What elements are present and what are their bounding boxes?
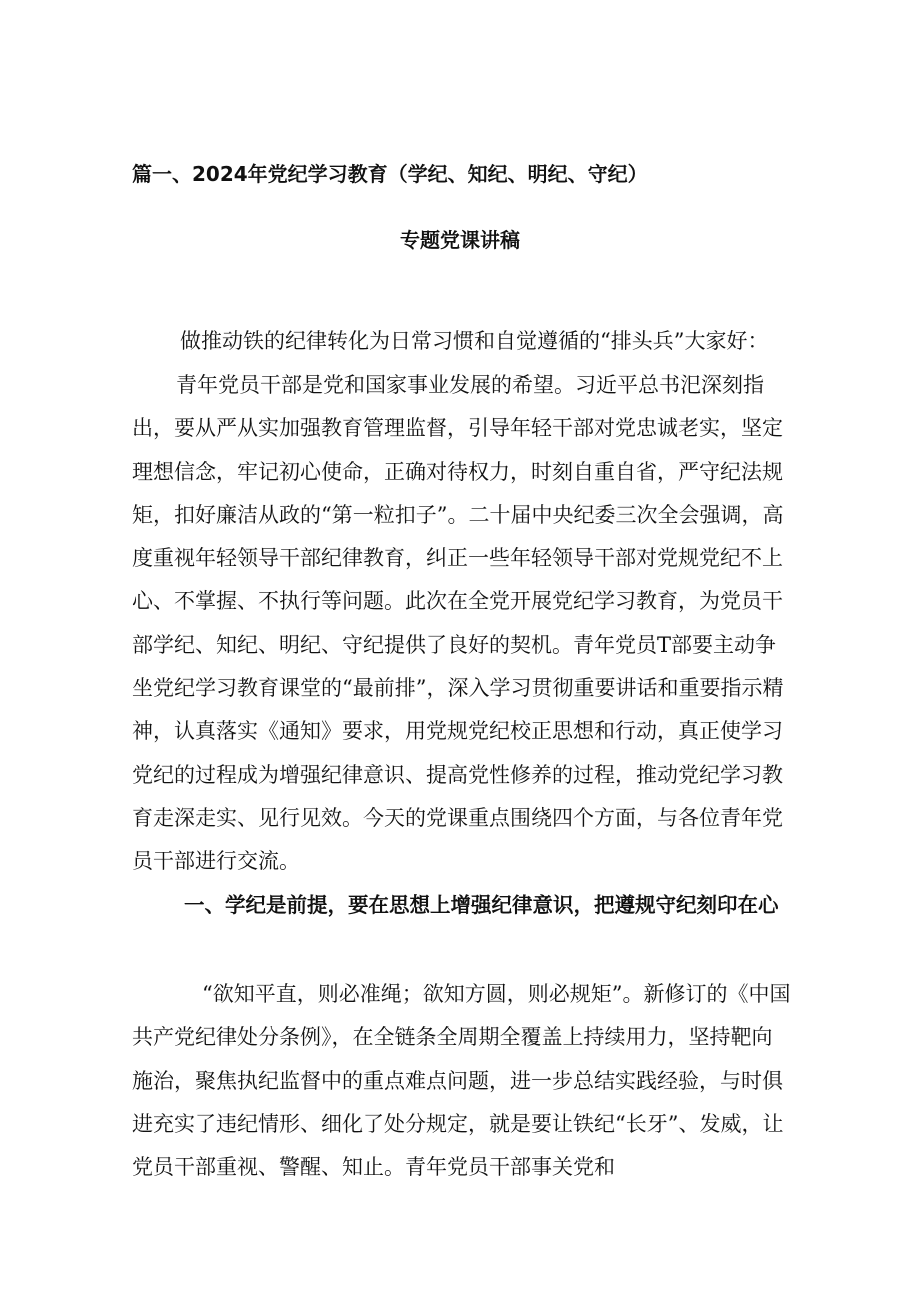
greeting-paragraph: 做推动铁的纪律转化为日常习惯和自觉遵循的“排头兵”大家好： [180, 329, 769, 353]
section-heading: 一、学纪是前提，要在思想上增强纪律意识，把遵规守纪刻印在心 [184, 893, 779, 917]
section-paragraph: “欲知平直，则必准绳；欲知方圆，则必规矩”。新修订的《中国共产党纪律处分条例》，在全链条全周期全覆盖上持续用力，坚持靶向施治，聚焦执纪监督中的重点难点问题，进一步总结实践经验，与时俱进充实了违纪情形、细化了处分规定，就是要让铁纪“长牙”、发威，让党员干部重视、警醒、知止。青年党员干部事关党和 [132, 982, 791, 1180]
intro-paragraph: 青年党员干部是党和国家事业发展的希望。习近平总书汜深刻指出，要从严从实加强教育管理监督，引导年轻干部对党忠诚老实，坚定理想信念，牢记初心使命，正确对待权力，时刻自重自省，严守纪法规矩，扣好廉洁从政的“第一粒扣子”。二十届中央纪委三次全会强调，高度重视年轻领导干部纪律教育，纠正一些年轻领导干部对党规党纪不上心、不掌握、不执行等问题。此次在全党开展党纪学习教育，为党员干部学纪、知纪、明纪、守纪提供了良好的契机。青年党员T部要主动争坐党纪学习教育课堂的“最前排”，深入学习贯彻重要讲话和重要指示精神，认真落实《通知》要求，用党规党纪校正思想和行动，真正使学习党纪的过程成为增强纪律意识、提高党性修养的过程，推动党纪学习教育走深走实、见行见效。今天的党课重点围绕四个方面，与各位青年党员干部进行交流。 [132, 373, 784, 874]
document-title-line-2: 专题党课讲稿 [400, 228, 520, 252]
document-title-line-1: 篇一、2024年党纪学习教育（学纪、知纪、明纪、守纪） [132, 162, 648, 186]
